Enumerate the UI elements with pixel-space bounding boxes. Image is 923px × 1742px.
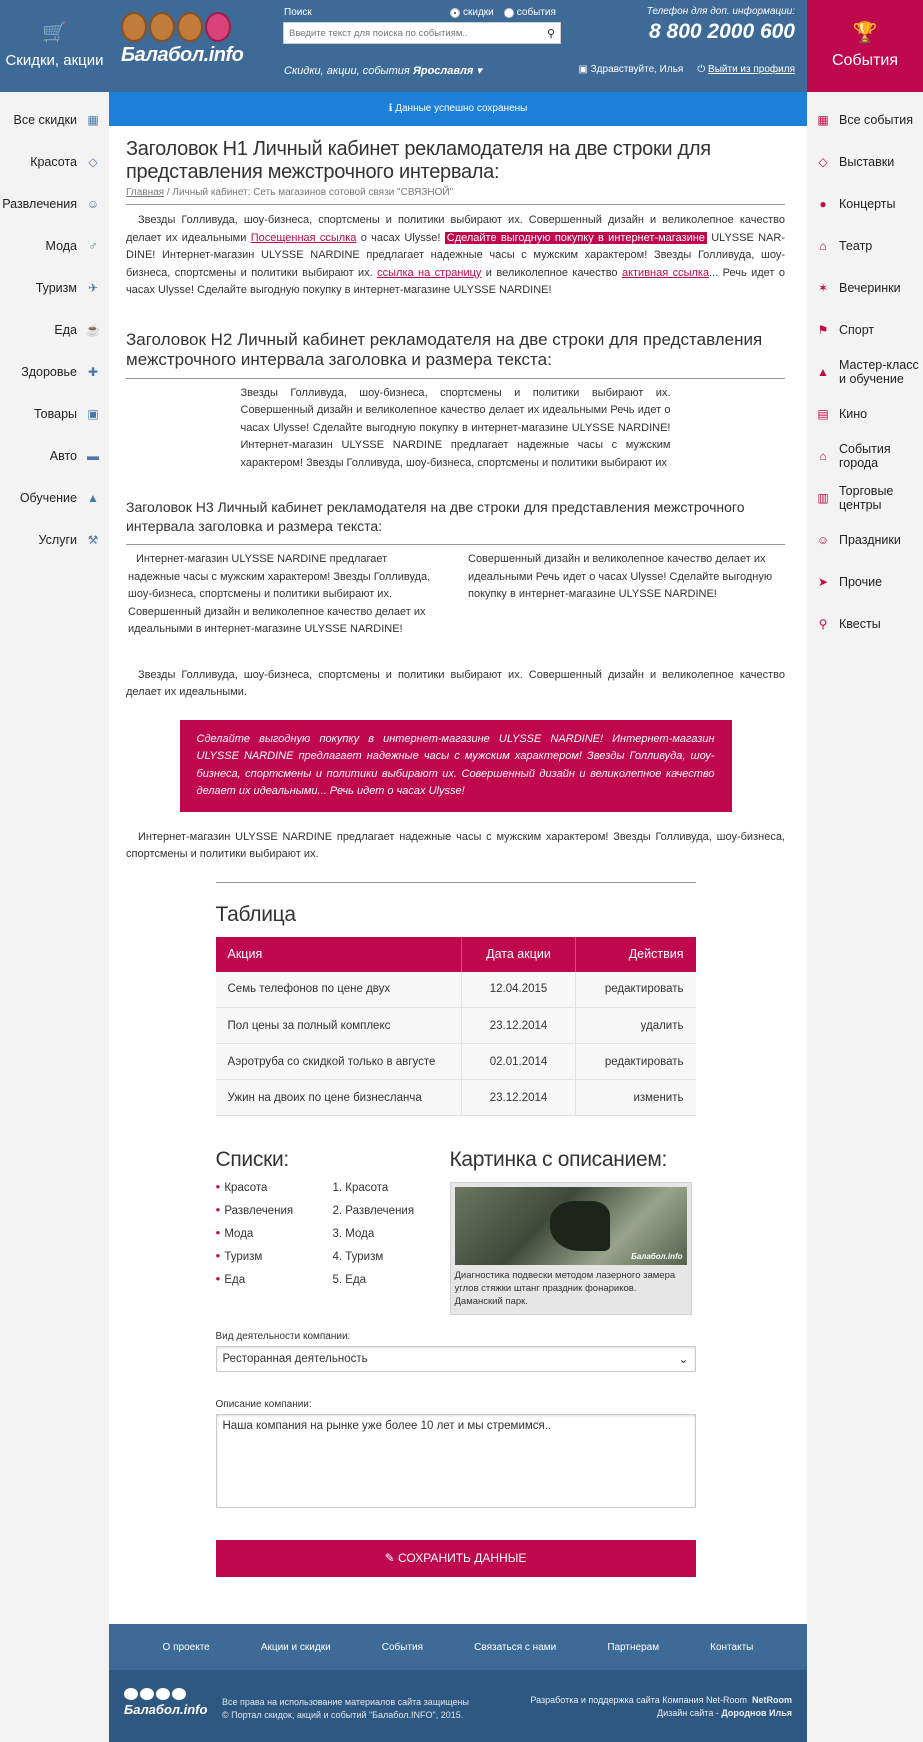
- left_sidebar-item-label: Еда: [54, 323, 77, 337]
- divider: [216, 882, 696, 883]
- column-header-promo: Акция: [216, 937, 462, 972]
- list-item: ● Красота: [216, 1182, 333, 1205]
- left_sidebar-item-label: Авто: [49, 449, 77, 463]
- film-icon: ▤: [817, 407, 829, 421]
- right_sidebar-item[interactable]: [807, 561, 923, 603]
- left_sidebar-item[interactable]: [0, 519, 109, 561]
- text: ... Речь идет о часах Ulysse! Сделайте выгодную покупку в интернет-магазине ULYSSE NARDINE!: [126, 266, 785, 296]
- event-categories: [807, 99, 923, 645]
- left_sidebar-item[interactable]: [0, 351, 109, 393]
- grid-icon: ▦: [87, 113, 99, 127]
- right_sidebar-item[interactable]: [807, 477, 923, 519]
- promo-date-cell: 23.12.2014: [462, 1080, 576, 1116]
- radio-unchecked-icon: [504, 8, 514, 18]
- sport-icon: ⚑: [817, 323, 829, 337]
- success-notice: [109, 92, 807, 126]
- graduation-icon: ▲: [87, 491, 99, 505]
- right_sidebar-item[interactable]: [807, 393, 923, 435]
- copyright-text: © Портал скидок, акций и событий "Балабол.INFO", 2015.: [222, 1710, 464, 1720]
- table-row: [216, 1080, 696, 1116]
- picture-caption: Диагностика подвески методом лазерного замера углов стяжки штанг праздник фонариков. Даманский парк.: [454, 1270, 676, 1307]
- right_sidebar-item-label: Квесты: [839, 617, 881, 631]
- right_sidebar-item-label: Концерты: [839, 197, 896, 211]
- right_sidebar-item[interactable]: [807, 99, 923, 141]
- activity-select[interactable]: [216, 1346, 696, 1372]
- theater-icon: ⌂: [819, 239, 827, 253]
- centered-paragraph: Звезды Голливуда, шоу-бизнеса, спортсмены и политики выбирают их. Совершенный дизайн и великолепное качество делает их идеальными Речь идет о часах Ulysse! Сделайте выгодную покупку в интернет-магазине ULYSSE NARDINE! Интернет-магазин ULYSSE NARDINE предлагает надежные часы с мужским характером! Звезды Голливуда, шоу-бизнеса, спортсмены и политики выбирают их: [240, 386, 671, 469]
- footer-logo-text: Балабол.info: [124, 1702, 208, 1717]
- left_sidebar-item[interactable]: [0, 477, 109, 519]
- site-logo[interactable]: [121, 12, 261, 67]
- left_sidebar-item-label: Красота: [30, 155, 77, 169]
- smile-icon: ☺: [86, 197, 100, 211]
- info-icon: ℹ: [388, 103, 393, 114]
- right_sidebar-item-label: Вечеринки: [839, 281, 901, 295]
- right_sidebar-item-label: Все события: [839, 113, 913, 127]
- table-header-row: [216, 937, 696, 972]
- row-action-link[interactable]: удалить: [576, 1008, 696, 1044]
- text: о часах Ulysse!: [356, 231, 445, 244]
- search-scope: [450, 7, 556, 18]
- diamond-icon: ◇: [88, 155, 98, 169]
- chevron-down-icon: ⌄: [678, 1352, 689, 1366]
- highlighted-text: Сделайте выгодную покупку в интернет-магазине: [446, 231, 705, 244]
- heading-h2: Заголовок H2 Личный кабинет рекламодателя на две строки для представления межстрочного интервала заголовка и размера текста:: [126, 330, 785, 379]
- promo-name-cell: Аэротруба со скидкой только в августе: [216, 1044, 462, 1080]
- user-bar: [578, 64, 795, 75]
- greeting-text: Здравствуйте, Илья: [590, 64, 684, 75]
- plane-icon: ✈: [87, 281, 99, 295]
- breadcrumb-current: / Личный кабинет: Сеть магазинов сотовой связи "СВЯЗНОЙ": [164, 187, 454, 198]
- promo-date-cell: 23.12.2014: [462, 1008, 576, 1044]
- search-icon[interactable]: ⚲: [546, 27, 556, 40]
- visited-link[interactable]: Посещенная ссылка: [250, 231, 357, 244]
- car-icon: ▬: [87, 449, 99, 463]
- smile-icon: ☺: [816, 533, 830, 547]
- footer-nav-link[interactable]: События: [381, 1641, 424, 1653]
- table-row: [216, 972, 696, 1008]
- cart-icon: 🛒: [42, 22, 67, 44]
- radio-events-label: события: [516, 7, 556, 18]
- phone-note: Телефон для доп. информации:: [646, 6, 795, 17]
- footer-nav-link[interactable]: О проекте: [162, 1641, 210, 1653]
- left_sidebar-item-label: Мода: [45, 239, 77, 253]
- discounts-header-label: Скидки, акции: [5, 52, 104, 69]
- right_sidebar-item-label: Спорт: [839, 323, 875, 337]
- page-title: Заголовок H1 Личный кабинет рекламодателя на две строки для представления межстрочного интервала:: [126, 138, 711, 183]
- list-item: 4. Туризм: [332, 1251, 384, 1263]
- quote-block: Сделайте выгодную покупку в интернет-магазине ULYSSE NARDINE! Интернет-магазин ULYSSE NARDINE предлагает надежные часы с мужским характером! Звезды Голливуда, шоу-бизнеса, спортсмены и политики выбирают их. Совершенный дизайн и великолепное качество делает их идеальными... Речь идет о часах Ulysse!: [180, 720, 732, 812]
- right_sidebar-item-label: Прочие: [839, 575, 883, 589]
- footer-nav-link[interactable]: Акции и скидки: [260, 1641, 331, 1653]
- left_sidebar-item-label: Услуги: [38, 533, 77, 547]
- breadcrumb: [126, 187, 785, 205]
- left_sidebar-item[interactable]: [0, 309, 109, 351]
- footer-bottom: [109, 1670, 807, 1742]
- left_sidebar-item[interactable]: [0, 267, 109, 309]
- right_sidebar-item-label: Театр: [839, 239, 873, 253]
- design-prefix: Дизайн сайта -: [657, 1708, 722, 1718]
- active-link[interactable]: активная ссылка: [621, 266, 710, 279]
- save-label: СОХРАНИТЬ ДАННЫЕ: [398, 1551, 527, 1565]
- right_sidebar-item[interactable]: [807, 603, 923, 645]
- right_sidebar-item-label: Торговые центры: [839, 484, 894, 512]
- left-sidebar: [0, 0, 109, 1742]
- right_sidebar-item-label: Выставки: [839, 155, 895, 169]
- search-icon: ⚲: [818, 617, 828, 631]
- footer-nav-link[interactable]: Партнерам: [607, 1641, 660, 1653]
- graduation-icon: ▲: [817, 365, 829, 379]
- copyright: [222, 1696, 469, 1722]
- right_sidebar-item-label: Мастер-класс и обучение: [839, 358, 919, 386]
- rights-text: Все права на использование материалов сайта защищены: [222, 1697, 469, 1707]
- description-textarea[interactable]: Наша компания на рынке уже более 10 лет и мы стремимся..: [216, 1414, 696, 1508]
- footer-nav-link[interactable]: Связаться с нами: [474, 1641, 557, 1653]
- left_sidebar-item[interactable]: [0, 99, 109, 141]
- promo-name-cell: Ужин на двоих по цене бизнесланча: [216, 1080, 462, 1116]
- search-label: Поиск: [284, 7, 312, 18]
- left_sidebar-item[interactable]: [0, 225, 109, 267]
- promo-date-cell: 12.04.2015: [462, 972, 576, 1008]
- left_sidebar-item-label: Туризм: [35, 281, 77, 295]
- user-greeting[interactable]: [578, 64, 683, 75]
- footer-logo[interactable]: [124, 1688, 207, 1717]
- right_sidebar-item[interactable]: [807, 267, 923, 309]
- left_sidebar-item-label: Обучение: [19, 491, 77, 505]
- paragraph-1: [126, 212, 785, 300]
- left_sidebar-item-label: Все скидки: [13, 113, 77, 127]
- radio-events[interactable]: [504, 7, 556, 18]
- picture-section: [450, 1148, 696, 1315]
- text: и великолепное качество: [481, 266, 622, 279]
- chevron-down-icon: ▾: [476, 65, 482, 77]
- list-item: 1. Красота: [332, 1182, 389, 1194]
- right_sidebar-item[interactable]: [807, 351, 923, 393]
- row-action-link[interactable]: редактировать: [576, 972, 696, 1008]
- text: ULYSSE NAR-DINE! Интернет-магазин ULYSSE NARDINE предлагает надежные часы с мужским характером! Звезды Голливуда, шоу-бизнеса, спортсмены и политики выбирают их.: [126, 231, 786, 279]
- promo-name-cell: Пол цены за полный комплекс: [216, 1008, 462, 1044]
- list-item: 2. Развлечения: [332, 1205, 415, 1217]
- bag-icon: ▥: [817, 491, 829, 505]
- notice-text: Данные успешно сохранены: [395, 103, 528, 114]
- paragraph-4: Интернет-магазин ULYSSE NARDINE предлагает надежные часы с мужским характером! Звезды Голливуда, шоу-бизнеса, спортсмены и политики выбирают их.: [126, 830, 785, 860]
- party-icon: ✶: [817, 281, 829, 295]
- edit-icon: ✎: [384, 1551, 395, 1565]
- table-row: [216, 1044, 696, 1080]
- right_sidebar-item-label: Праздники: [839, 533, 901, 547]
- footer-nav-link[interactable]: Контакты: [710, 1641, 754, 1653]
- monkeys-logo-icon: [124, 1688, 207, 1700]
- arrow-icon: ➤: [817, 575, 829, 589]
- radio-checked-icon: [450, 8, 460, 18]
- logout-text: Выйти из профиля: [708, 64, 795, 75]
- search-box: [283, 22, 561, 44]
- list-item: ● Развлечения: [216, 1205, 333, 1228]
- left_sidebar-item-label: Товары: [34, 407, 77, 421]
- paragraph-3: Звезды Голливуда, шоу-бизнеса, спортсмены и политики выбирают их. Совершенный дизайн и великолепное качество делает их идеальными.: [126, 668, 785, 698]
- lists-section: [216, 1148, 450, 1315]
- left_sidebar-item-label: Здоровье: [21, 365, 77, 379]
- table-row: [216, 1008, 696, 1044]
- right_sidebar-item[interactable]: [807, 435, 923, 477]
- netroom-logo[interactable]: NetRoom: [752, 1695, 792, 1705]
- logout-link[interactable]: [697, 64, 795, 75]
- column-header-actions: Действия: [576, 937, 696, 972]
- profile-card-icon: ▣: [578, 64, 588, 75]
- left_sidebar-item[interactable]: [0, 183, 109, 225]
- activity-value: Ресторанная деятельность: [222, 1353, 368, 1365]
- food-icon: ☕: [85, 323, 101, 337]
- breadcrumb-home[interactable]: Главная: [126, 187, 165, 198]
- numbered-list: [333, 1182, 450, 1297]
- column-left: Интернет-магазин ULYSSE NARDINE предлагает надежные часы с мужским характером! Звезды Голливуда, шоу-бизнеса, спортсмены и политики выбирают их. Совершенный дизайн и великолепное качество делает их идеальными в интернет-магазине ULYSSE NARDINE!: [128, 553, 431, 635]
- grid-icon: ▦: [817, 113, 829, 127]
- right_sidebar-item-label: Кино: [839, 407, 868, 421]
- list-item: ● Мода: [216, 1228, 333, 1251]
- radio-discounts[interactable]: [450, 7, 494, 18]
- left_sidebar-item[interactable]: [0, 393, 109, 435]
- monkeys-logo-icon: [121, 12, 261, 42]
- right_sidebar-item[interactable]: [807, 225, 923, 267]
- phone-number: 8 800 2000 600: [649, 20, 795, 43]
- column-right: Совершенный дизайн и великолепное качество делает их идеальными Речь идет о часах Ulysse! Сделайте выгодную покупку в интернет-магазине ULYSSE NARDINE!: [468, 553, 773, 600]
- content-area: [109, 138, 807, 1577]
- right_sidebar-item[interactable]: [807, 141, 923, 183]
- person-icon: ♂: [88, 239, 98, 253]
- lists-title: Списки:: [215, 1148, 289, 1171]
- right_sidebar-item[interactable]: [807, 309, 923, 351]
- row-action-link[interactable]: редактировать: [576, 1044, 696, 1080]
- events-header-label: События: [831, 52, 899, 69]
- activity-label: Вид деятельности компании:: [215, 1331, 351, 1342]
- right_sidebar-item[interactable]: [807, 519, 923, 561]
- diamond-icon: ◇: [818, 155, 828, 169]
- picture-frame: [450, 1182, 692, 1315]
- discount-categories: [0, 0, 109, 561]
- table-title: Таблица: [215, 902, 296, 926]
- search-input[interactable]: [284, 28, 542, 39]
- promo-name-cell: Семь телефонов по цене двух: [216, 972, 462, 1008]
- page-link[interactable]: ссылка на страницу: [377, 266, 482, 279]
- paintball-photo[interactable]: [455, 1187, 687, 1265]
- watermark: Балабол.info: [631, 1252, 683, 1261]
- left_sidebar-item[interactable]: [0, 435, 109, 477]
- site-header: [109, 0, 807, 92]
- description-label: Описание компании:: [215, 1399, 312, 1410]
- home-icon: ⌂: [819, 449, 827, 463]
- list-item: ● Еда: [216, 1274, 333, 1297]
- list-item: 5. Еда: [332, 1274, 367, 1286]
- main-column: [109, 0, 807, 1742]
- list-item: 3. Мода: [332, 1228, 375, 1240]
- right_sidebar-item-label: События города: [839, 442, 891, 470]
- promotions-table: [216, 937, 696, 1117]
- events-header-button[interactable]: [807, 0, 923, 92]
- footer-nav: [109, 1624, 807, 1670]
- left_sidebar-item-label: Развлечения: [2, 197, 77, 211]
- picture-title: Картинка с описанием:: [449, 1148, 668, 1171]
- bullet-list: [216, 1182, 333, 1297]
- tagline: [284, 64, 482, 77]
- developer-credits: [530, 1694, 792, 1720]
- designer-name: Дорoднов Илья: [721, 1708, 792, 1718]
- lists-and-picture: [216, 1148, 696, 1315]
- power-icon: ⏻: [697, 64, 706, 75]
- left_sidebar-item[interactable]: [0, 141, 109, 183]
- goods-icon: ▣: [87, 407, 99, 421]
- two-column-text: [126, 551, 785, 639]
- logo-text: Балабол.info: [121, 44, 244, 66]
- promo-date-cell: 02.01.2014: [462, 1044, 576, 1080]
- heading-h3: Заголовок H3 Личный кабинет рекламодателя на две строки для представления межстрочного интервала заголовка и размера текста:: [126, 498, 785, 545]
- save-button[interactable]: [216, 1540, 696, 1577]
- text: Звезды Голливуда, шоу-бизнеса, спортсмены и политики выбирают их. Совершенный дизайн и великолепное качество делает их идеальными: [126, 214, 785, 244]
- mic-icon: ●: [819, 197, 827, 211]
- right-sidebar: [807, 0, 923, 1742]
- dev-text: Разработка и поддержка сайта Компания Net-Room: [530, 1695, 747, 1705]
- health-icon: ✚: [87, 365, 99, 379]
- right_sidebar-item[interactable]: [807, 183, 923, 225]
- wrench-icon: ⚒: [87, 533, 99, 547]
- list-item: ● Туризм: [216, 1251, 333, 1274]
- column-header-date: Дата акции: [462, 937, 576, 972]
- radio-discounts-label: скидки: [463, 7, 494, 18]
- city-selector[interactable]: Ярославля: [412, 65, 474, 77]
- player-silhouette: [550, 1201, 610, 1251]
- trophy-icon: 🏆: [852, 22, 878, 44]
- row-action-link[interactable]: изменить: [576, 1080, 696, 1116]
- tagline-text: Скидки, акции, события: [284, 65, 410, 77]
